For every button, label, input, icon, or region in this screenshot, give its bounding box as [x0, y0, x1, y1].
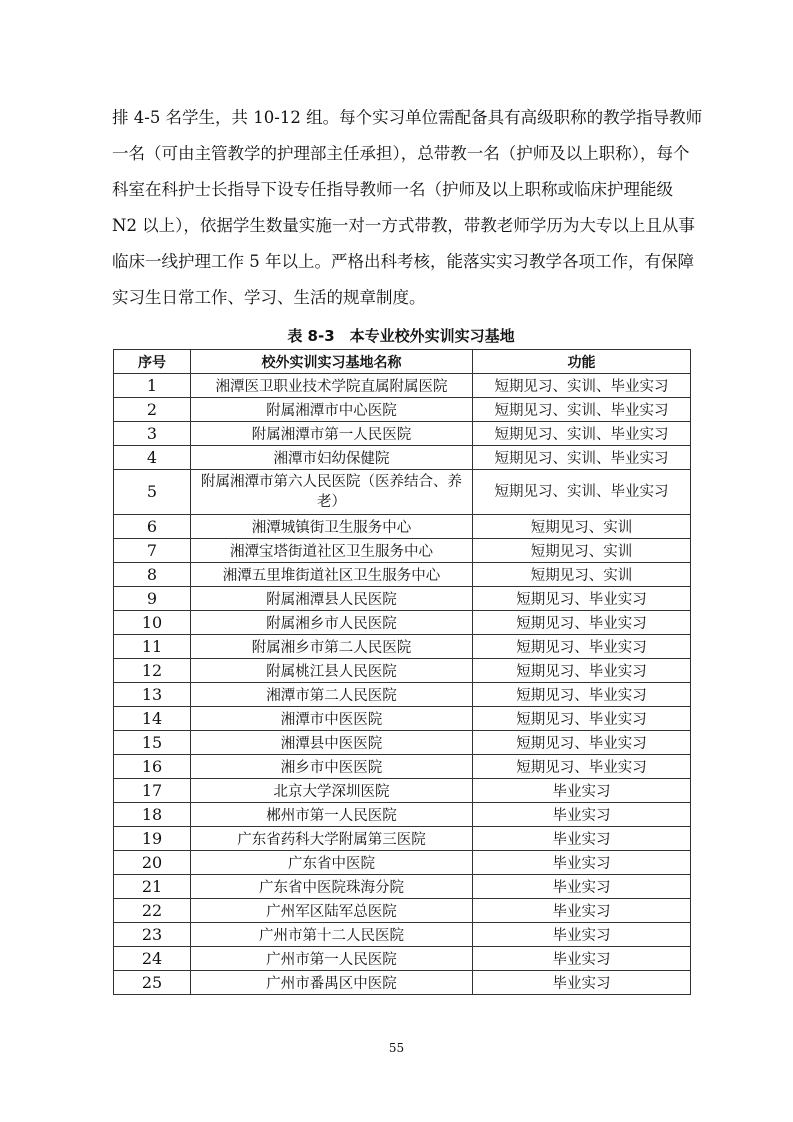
paragraph-line: 临床一线护理工作 5 年以上。严格出科考核，能落实实习教学各项工作，有保障 [112, 252, 694, 271]
row-function: 短期见习、实训 [473, 515, 691, 539]
header-function: 功能 [473, 350, 691, 374]
row-base-name: 附属湘潭县人民医院 [191, 587, 473, 611]
row-base-name: 湘潭市妇幼保健院 [191, 446, 473, 470]
paragraph-line: N2 以上），依据学生数量实施一对一方式带教，带教老师学历为大专以上且从事 [112, 216, 695, 235]
row-base-name: 湘乡市中医医院 [191, 755, 473, 779]
table-row [114, 563, 691, 587]
header-base-name: 校外实训实习基地名称 [191, 350, 473, 374]
row-index: 17 [114, 779, 191, 803]
table-header-row [114, 350, 691, 374]
table-row [114, 755, 691, 779]
row-base-name: 湘潭五里堆街道社区卫生服务中心 [191, 563, 473, 587]
row-index: 23 [114, 923, 191, 947]
row-function: 毕业实习 [473, 899, 691, 923]
row-index: 14 [114, 707, 191, 731]
row-index: 2 [114, 398, 191, 422]
row-base-name: 附属湘乡市第二人民医院 [191, 635, 473, 659]
row-index: 11 [114, 635, 191, 659]
table-row [114, 611, 691, 635]
table-row [114, 899, 691, 923]
table-row [114, 803, 691, 827]
row-index: 21 [114, 875, 191, 899]
row-base-name: 湘潭县中医医院 [191, 731, 473, 755]
row-function: 短期见习、毕业实习 [473, 587, 691, 611]
row-index: 16 [114, 755, 191, 779]
row-function: 毕业实习 [473, 827, 691, 851]
table-row [114, 587, 691, 611]
row-function: 短期见习、实训、毕业实习 [473, 374, 691, 398]
header-index: 序号 [114, 350, 191, 374]
row-index: 4 [114, 446, 191, 470]
row-function: 毕业实习 [473, 779, 691, 803]
table-row [114, 947, 691, 971]
row-base-name: 湘潭宝塔街道社区卫生服务中心 [191, 539, 473, 563]
row-base-name: 附属湘乡市人民医院 [191, 611, 473, 635]
row-function: 短期见习、毕业实习 [473, 659, 691, 683]
row-function: 短期见习、毕业实习 [473, 731, 691, 755]
row-base-name: 广东省药科大学附属第三医院 [191, 827, 473, 851]
row-index: 12 [114, 659, 191, 683]
row-function: 短期见习、实训 [473, 563, 691, 587]
row-function: 毕业实习 [473, 851, 691, 875]
body-paragraph [112, 100, 702, 316]
row-index: 6 [114, 515, 191, 539]
row-index: 3 [114, 422, 191, 446]
table-row [114, 923, 691, 947]
table-row [114, 446, 691, 470]
table-row [114, 779, 691, 803]
table-body [114, 374, 691, 995]
row-base-name: 广州市番禺区中医院 [191, 971, 473, 995]
row-base-name: 郴州市第一人民医院 [191, 803, 473, 827]
row-index: 19 [114, 827, 191, 851]
row-function: 短期见习、实训、毕业实习 [473, 398, 691, 422]
table-row [114, 827, 691, 851]
row-base-name: 广州市第一人民医院 [191, 947, 473, 971]
table-row [114, 851, 691, 875]
row-function: 毕业实习 [473, 947, 691, 971]
row-function: 毕业实习 [473, 875, 691, 899]
row-base-name: 附属桃江县人民医院 [191, 659, 473, 683]
row-index: 15 [114, 731, 191, 755]
table-row [114, 374, 691, 398]
row-index: 7 [114, 539, 191, 563]
row-base-name: 湘潭市中医医院 [191, 707, 473, 731]
row-function: 毕业实习 [473, 803, 691, 827]
row-function: 短期见习、实训、毕业实习 [473, 470, 691, 515]
row-index: 5 [114, 470, 191, 515]
row-base-name: 附属湘潭市第一人民医院 [191, 422, 473, 446]
row-index: 25 [114, 971, 191, 995]
table-row [114, 515, 691, 539]
table-row [114, 398, 691, 422]
row-base-name: 广州市第十二人民医院 [191, 923, 473, 947]
paragraph-line: 科室在科护士长指导下设专任指导教师一名（护师及以上职称或临床护理能级 [112, 180, 673, 199]
row-base-name: 附属湘潭市中心医院 [191, 398, 473, 422]
row-function: 短期见习、实训 [473, 539, 691, 563]
row-index: 18 [114, 803, 191, 827]
row-index: 20 [114, 851, 191, 875]
row-base-name: 广州军区陆军总医院 [191, 899, 473, 923]
table-row [114, 635, 691, 659]
row-index: 8 [114, 563, 191, 587]
training-base-table [113, 349, 691, 995]
row-function: 短期见习、毕业实习 [473, 611, 691, 635]
table-row [114, 707, 691, 731]
table-row [114, 683, 691, 707]
table-caption: 表 8-3 本专业校外实训实习基地 [287, 327, 515, 345]
row-index: 24 [114, 947, 191, 971]
table-row [114, 470, 691, 515]
paragraph-line: 排 4-5 名学生，共 10-12 组。每个实习单位需配备具有高级职称的教学指导教师 [112, 108, 703, 127]
paragraph-line: 实习生日常工作、学习、生活的规章制度。 [112, 288, 426, 307]
table-row [114, 539, 691, 563]
table-row [114, 875, 691, 899]
row-function: 短期见习、毕业实习 [473, 707, 691, 731]
row-base-name: 广东省中医院珠海分院 [191, 875, 473, 899]
row-index: 10 [114, 611, 191, 635]
paragraph-line: 一名（可由主管教学的护理部主任承担），总带教一名（护师及以上职称），每个 [112, 144, 690, 163]
row-index: 9 [114, 587, 191, 611]
row-function: 毕业实习 [473, 923, 691, 947]
row-function: 短期见习、实训、毕业实习 [473, 422, 691, 446]
row-base-name: 湘潭医卫职业技术学院直属附属医院 [191, 374, 473, 398]
row-function: 毕业实习 [473, 971, 691, 995]
row-base-name: 湘潭城镇街卫生服务中心 [191, 515, 473, 539]
table-row [114, 731, 691, 755]
row-base-name: 北京大学深圳医院 [191, 779, 473, 803]
row-function: 短期见习、毕业实习 [473, 635, 691, 659]
table-row [114, 659, 691, 683]
row-function: 短期见习、毕业实习 [473, 683, 691, 707]
row-base-name: 附属湘潭市第六人民医院（医养结合、养老） [191, 470, 473, 515]
row-base-name: 湘潭市第二人民医院 [191, 683, 473, 707]
row-function: 短期见习、实训、毕业实习 [473, 446, 691, 470]
row-index: 1 [114, 374, 191, 398]
row-index: 22 [114, 899, 191, 923]
row-index: 13 [114, 683, 191, 707]
table-row [114, 422, 691, 446]
row-base-name: 广东省中医院 [191, 851, 473, 875]
row-function: 短期见习、毕业实习 [473, 755, 691, 779]
table-row [114, 971, 691, 995]
page-number: 55 [388, 1041, 405, 1055]
